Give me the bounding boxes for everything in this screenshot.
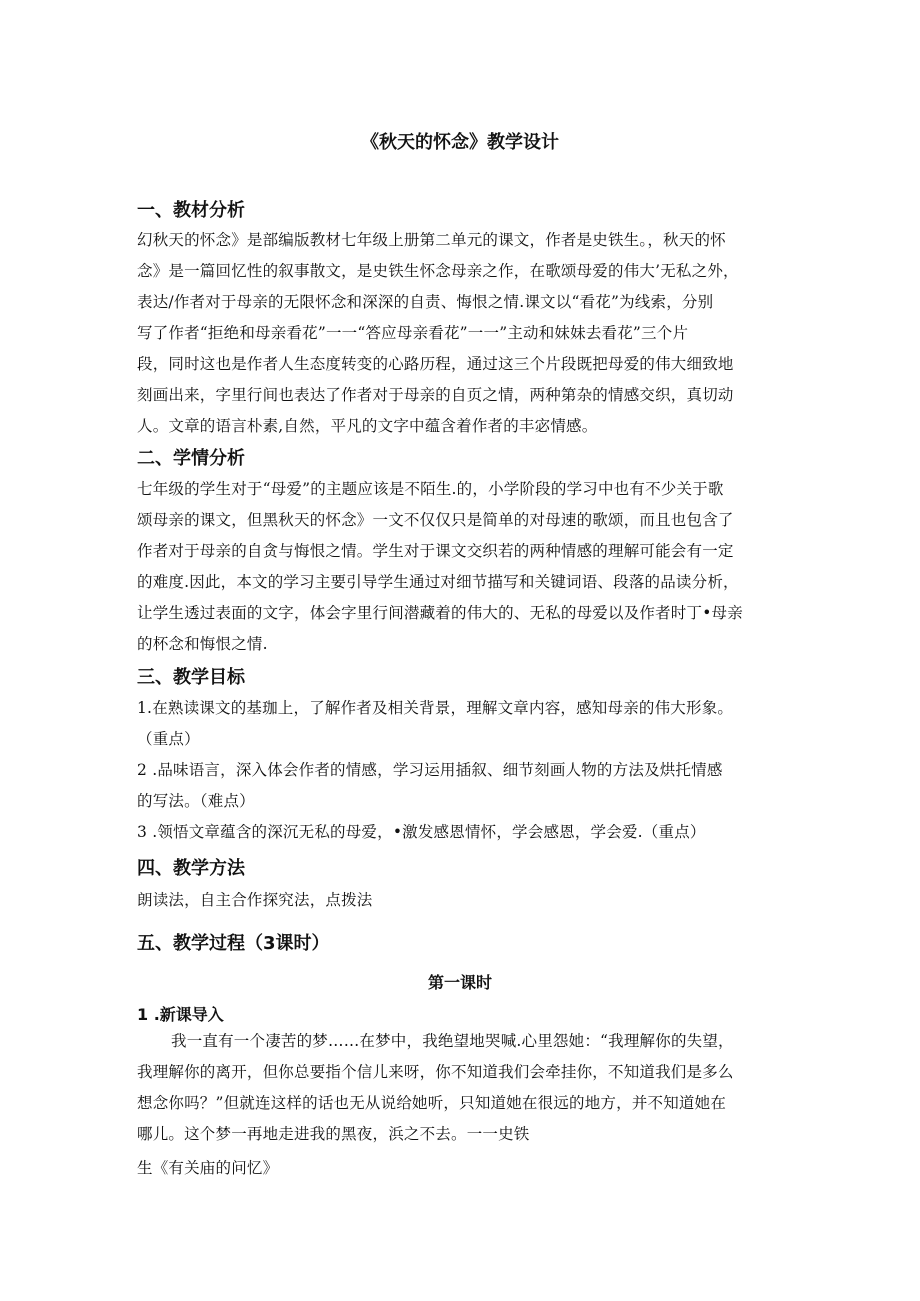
goal-line: 3 .领悟文章蕴含的深沉无私的母爱，•激发感恩情怀，学会感恩，学会爱.（重点） (137, 823, 706, 841)
section-body-teaching-methods (137, 885, 787, 916)
paragraph-line: 幻秋天的怀念》是部编版教材七年级上册第二单元的课文，作者是史铁生。，秋天的怀 (137, 231, 726, 249)
paragraph-line: 的难度.因此，本文的学习主要引导学生通过对细节描写和关键词语、段落的品读分析， (137, 573, 739, 591)
document-title: 《秋天的怀念》教学设计 (361, 132, 559, 153)
paragraph-line: 表达/作者对于母亲的无限怀念和深深的自责、悔恨之情.课文以“看花”为线索，分别 (137, 293, 714, 311)
quote-source-line: 生《有关庙的问忆》 (137, 1159, 279, 1177)
section-heading-teaching-methods: 四、教学方法 (137, 858, 245, 879)
paragraph-line: 写了作者“拒绝和母亲看花”一一“答应母亲看花”一一”主动和妹妹去看花”三个片 (137, 324, 689, 342)
goal-line: 2 .品味语言，深入体会作者的情感，学习运用插叙、细节刻画人物的方法及烘托情感 (137, 761, 723, 779)
section-body-textbook-analysis (137, 225, 787, 442)
section-body-teaching-goals (137, 693, 787, 848)
paragraph-line: 作者对于母亲的自贪与悔恨之情。学生对于课文交织若的两种情感的理解可能会有一定 (137, 542, 734, 560)
quote-line: 我理解你的离开，但你总要指个信儿来呀，你不知道我们会牵挂你，不知道我们是多么 (137, 1063, 734, 1081)
step-heading: 1 .新课导入 (137, 1005, 224, 1024)
paragraph-line: 段，同时这也是作者人生态度转变的心路历程，通过这三个片段既把母爱的伟大细致地 (137, 355, 734, 373)
goal-line: （重点） (137, 730, 200, 748)
intro-quote (137, 1026, 787, 1150)
lesson-title: 第一课时 (427, 973, 492, 992)
paragraph-line: 的杯念和悔恨之情. (137, 635, 268, 653)
goal-line: 的写法。（难点） (137, 792, 255, 810)
quote-line: 哪儿。这个梦一再地走进我的黑夜，浜之不去。一一史铁 (137, 1125, 530, 1143)
section-heading-teaching-process: 五、教学过程（3课时） (137, 933, 330, 954)
section-body-student-analysis (137, 474, 787, 660)
section-heading-textbook-analysis: 一、教材分析 (137, 200, 245, 221)
section-heading-teaching-goals: 三、教学目标 (137, 667, 245, 688)
quote-line: 想念你吗？”但就连这样的话也无从说给她听，只知道她在很远的地方，并不知道她在 (137, 1094, 727, 1112)
quote-line: 我一直有一个凄苦的梦……在梦中，我绝望地哭喊.心里怨她：“我理解你的失望， (171, 1032, 734, 1050)
paragraph-line: 七年级的学生对于“母爱”的主题应该是不陌生.的，小学阶段的学习中也有不少关于歌 (137, 480, 724, 498)
section-heading-student-analysis: 二、学情分析 (137, 448, 245, 469)
paragraph-line: 人。文章的语言朴素,自然，平凡的文字中蕴含着作者的丰宓情感。 (137, 417, 598, 435)
paragraph-line: 朗读法，自主合作探究法，点拨法 (137, 891, 373, 909)
paragraph-line: 刻画出来，字里行间也表达了作者对于母亲的自页之情，两种第杂的情感交织，真切动 (137, 386, 734, 404)
goal-line: 1.在熟读课文的基珈上，了解作者及相关背景，理解文章内容，感知母亲的伟大形象。 (137, 699, 734, 717)
paragraph-line: 让学生透过表面的文字，体会字里行间潜藏着的伟大的、无私的母爱以及作者时丁•母亲 (137, 604, 743, 622)
quote-source (137, 1153, 787, 1184)
paragraph-line: 颂母亲的课文，但黑秋天的怀念》一文不仅仅只是简单的对母速的歌颂，而且也包含了 (137, 511, 734, 529)
paragraph-line: 念》是一篇回忆性的叙事散文，是史铁生怀念母亲之作，在歌颂母爱的伟大’无私之外， (137, 262, 739, 280)
